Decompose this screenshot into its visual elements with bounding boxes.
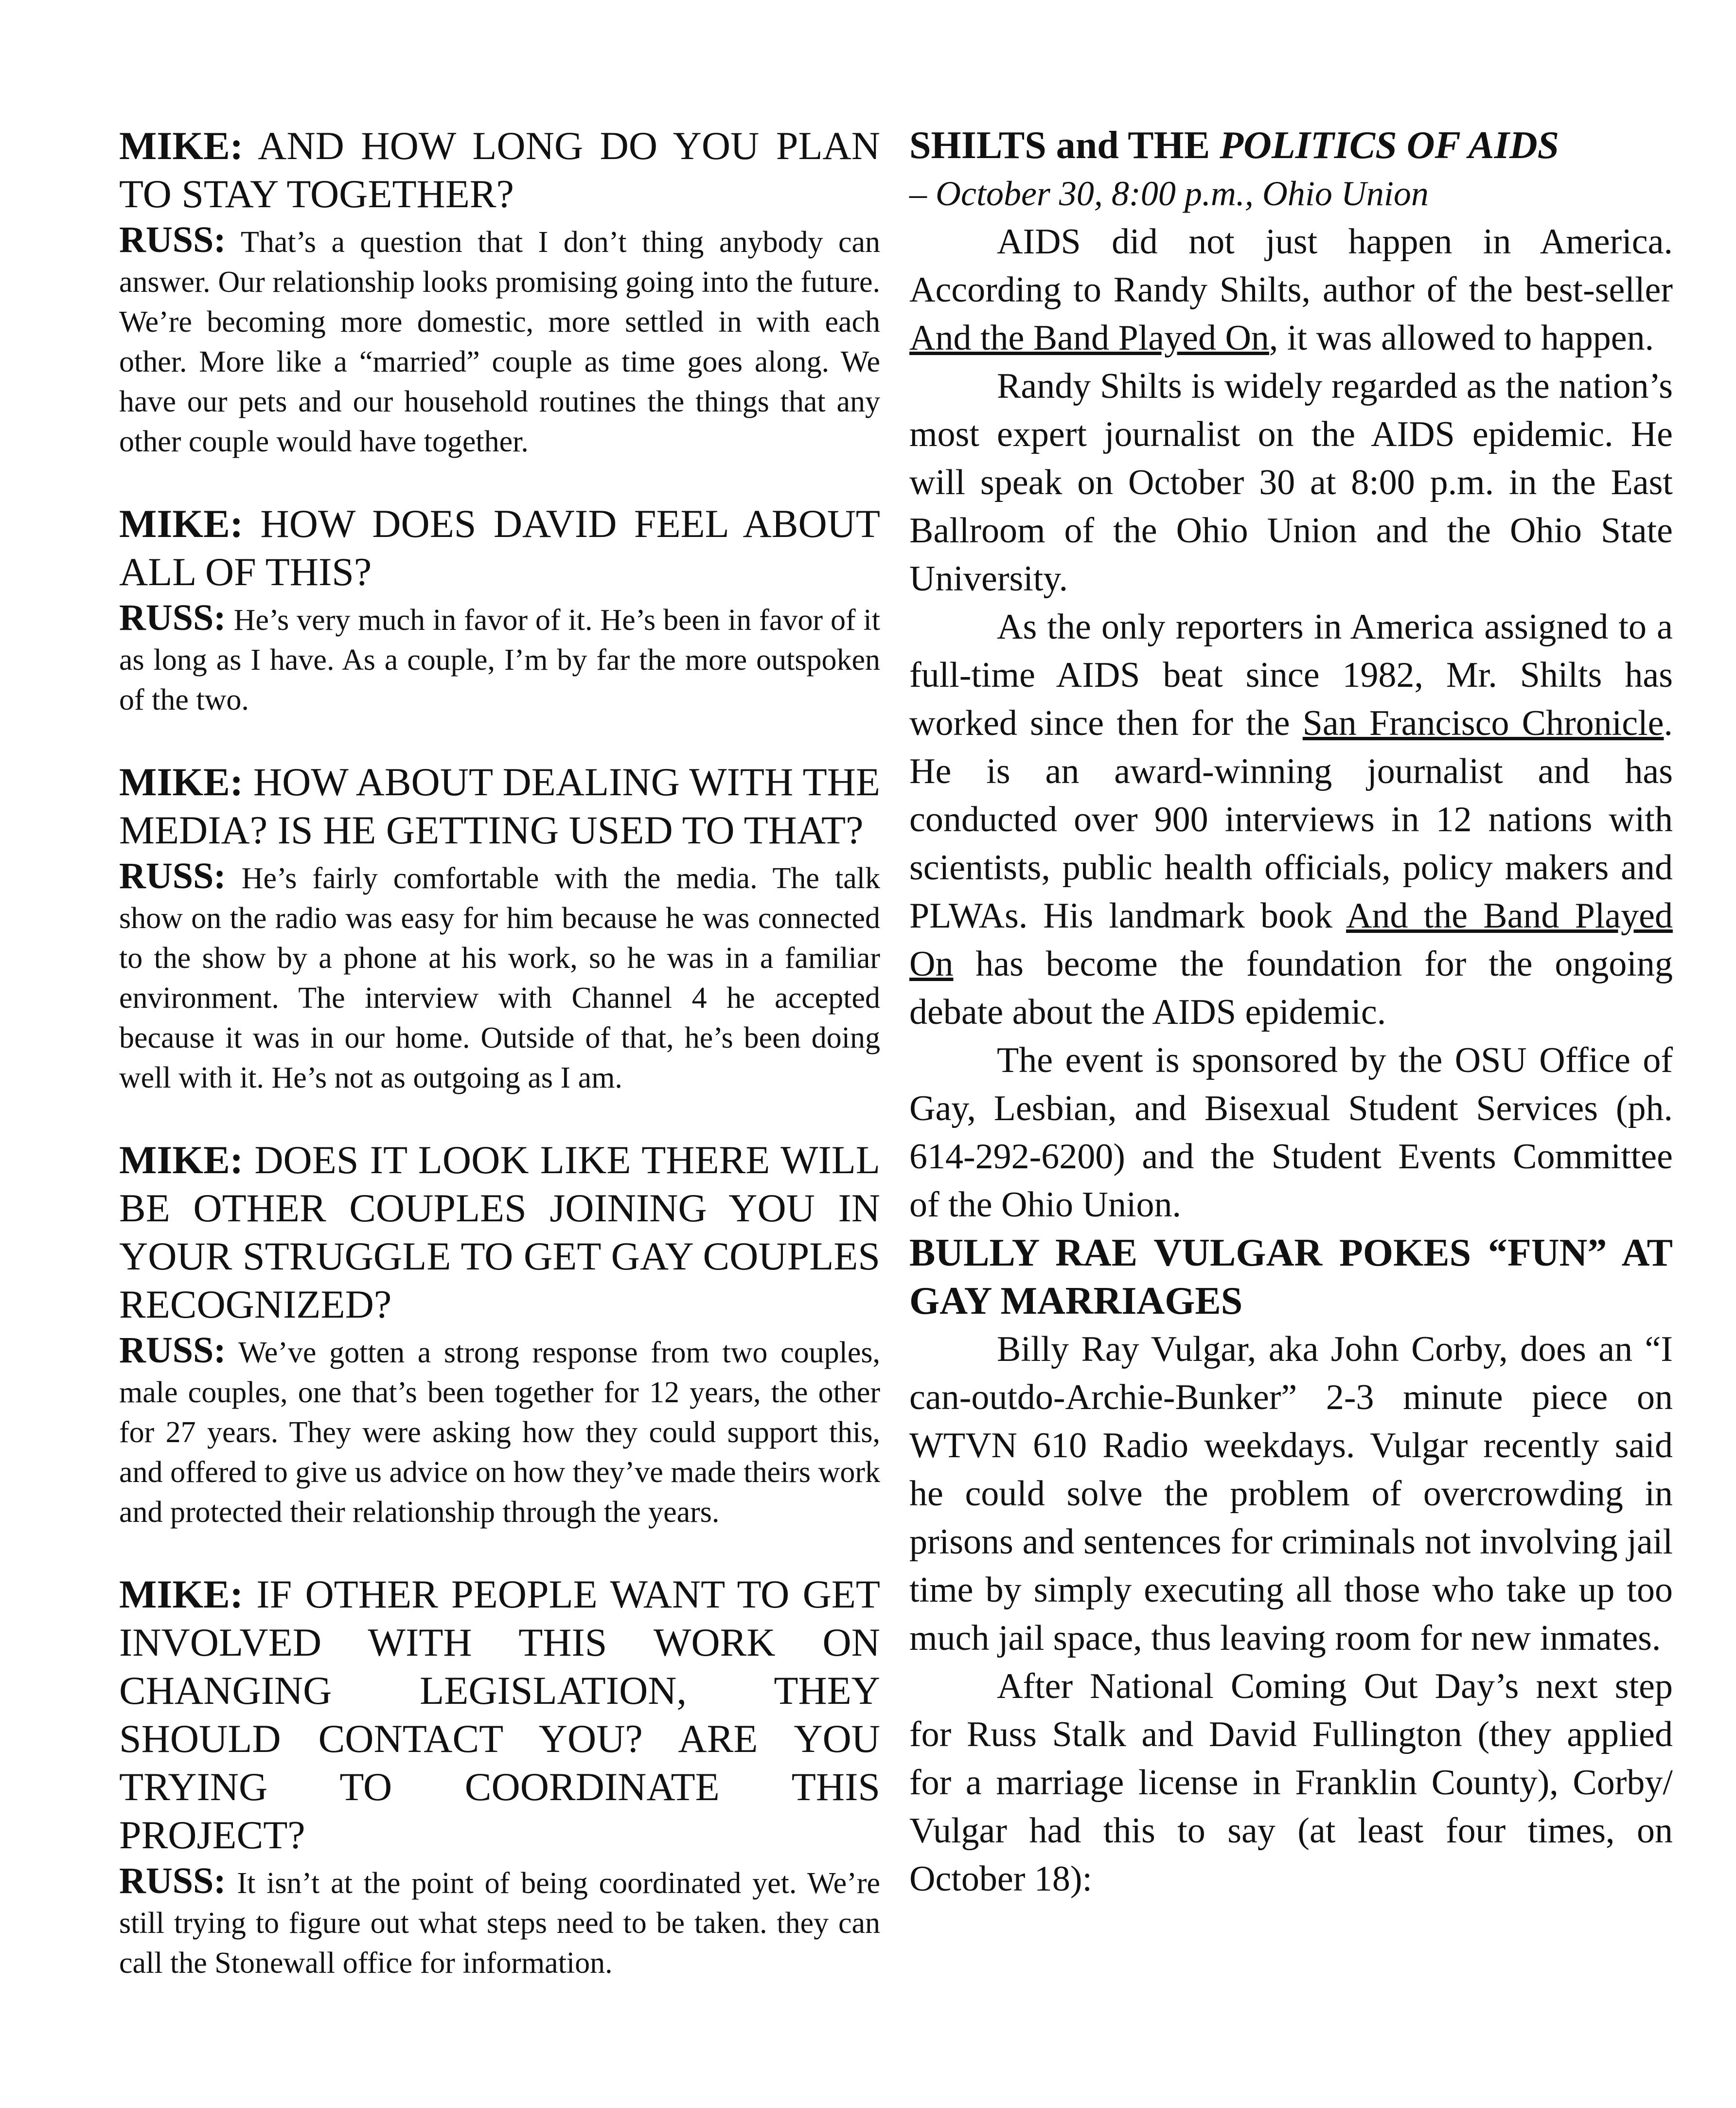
speaker-label: MIKE: [119,760,244,804]
interview-block [119,758,880,1098]
speaker-label: MIKE: [119,124,244,168]
article-paragraph: Billy Ray Vulgar, aka John Corby, does an “I can-outdo-Archie-Bunker” 2-3 minute piece on WTVN 610 Radio weekdays. Vulgar recently said he could solve the problem of overcrowding in prisons and sentences for criminals not involving jail time by simply executing all those who take up too much jail space, thus leaving room for new inmates. [909,1329,1673,1658]
article-headline: BULLY RAE VULGAR POKES “FUN” AT GAY MARRIAGES [909,1232,1673,1322]
article-paragraph: AIDS did not just happen in America. According to Randy Shilts, author of the best-seller And the Band Played On, it was allowed to happen. [909,222,1673,358]
article-headline: SHILTS and THE POLITICS OF AIDS [909,124,1559,167]
newspaper-title: San Francisco Chronicle [1302,703,1664,743]
interview-column [119,122,880,2021]
interview-question: MIKE: DOES IT LOOK LIKE THERE WILL BE OTHER COUPLES JOINING YOU IN YOUR STRUGGLE TO GET GAY COUPLES RECOGNIZED? [119,1138,880,1326]
interview-question: MIKE: AND HOW LONG DO YOU PLAN TO STAY TOGETHER? [119,124,880,216]
speaker-label: RUSS: [119,856,226,896]
interview-block [119,500,880,720]
vulgar-article [909,1229,1673,1903]
interview-question: MIKE: HOW ABOUT DEALING WITH THE MEDIA? IS HE GETTING USED TO THAT? [119,760,880,852]
speaker-label: RUSS: [119,597,226,638]
speaker-label: MIKE: [119,501,244,546]
event-details: – October 30, 8:00 p.m., Ohio Union [909,174,1429,213]
interview-question: MIKE: IF OTHER PEOPLE WANT TO GET INVOLVED WITH THIS WORK ON CHANGING LEGISLATION, THEY SHOULD CONTACT YOU? ARE YOU TRYING TO COORDINATE THIS PROJECT? [119,1572,880,1857]
speaker-label: RUSS: [119,1330,226,1371]
speaker-label: RUSS: [119,219,226,260]
shilts-article [909,122,1673,1229]
articles-column [909,122,1673,1903]
book-title: And the Band Played On [909,896,1673,984]
interview-answer: RUSS: It isn’t at the point of being coordinated yet. We’re still trying to figure out what steps need to be taken. they can call the Stonewall office for information. [119,1860,880,1980]
interview-question: MIKE: HOW DOES DAVID FEEL ABOUT ALL OF THIS? [119,501,880,594]
book-title: And the Band Played On [909,318,1269,358]
interview-block [119,122,880,462]
speaker-label: MIKE: [119,1572,244,1616]
article-paragraph: After National Coming Out Day’s next step for Russ Stalk and David Fullington (they applied for a marriage license in Franklin County), Corby/ Vulgar had this to say (at least four times, on October 18): [909,1666,1673,1899]
article-paragraph: The event is sponsored by the OSU Office of Gay, Lesbian, and Bisexual Student Services (ph. 614-292-6200) and the Student Events Committee of the Ohio Union. [909,1040,1673,1225]
article-paragraph: Randy Shilts is widely regarded as the nation’s most expert journalist on the AIDS epidemic. He will speak on October 30 at 8:00 p.m. in the East Ballroom of the Ohio Union and the Ohio State University. [909,366,1673,599]
interview-block [119,1570,880,1983]
article-paragraph: As the only reporters in America assigned to a full-time AIDS beat since 1982, Mr. Shilts has worked since then for the San Francisco Chronicle. He is an award-winning journalist and has conducted over 900 interviews in 12 nations with scientists, public health officials, policy makers and PLWAs. His landmark book And the Band Played On has become the foundation for the ongoing debate about the AIDS epidemic. [909,607,1673,1032]
interview-answer: RUSS: That’s a question that I don’t thing anybody can answer. Our relationship looks promising going into the future. We’re becoming more domestic, more settled in with each other. More like a “married” couple as time goes along. We have our pets and our household routines the things that any other couple would have together. [119,219,880,458]
speaker-label: MIKE: [119,1138,244,1182]
interview-answer: RUSS: We’ve gotten a strong response from two couples, male couples, one that’s been together for 12 years, the other for 27 years. They were asking how they could support this, and offered to give us advice on how they’ve made theirs work and protected their relationship through the years. [119,1330,880,1529]
interview-answer: RUSS: He’s fairly comfortable with the media. The talk show on the radio was easy for him because he was connected to the show by a phone at his work, so he was in a familiar environment. The interview with Channel 4 he accepted because it was in our home. Outside of that, he’s been doing well with it. He’s not as outgoing as I am. [119,856,880,1094]
interview-answer: RUSS: He’s very much in favor of it. He’s been in favor of it as long as I have. As a couple, I’m by far the more outspoken of the two. [119,597,880,716]
speaker-label: RUSS: [119,1860,226,1901]
interview-block [119,1136,880,1532]
